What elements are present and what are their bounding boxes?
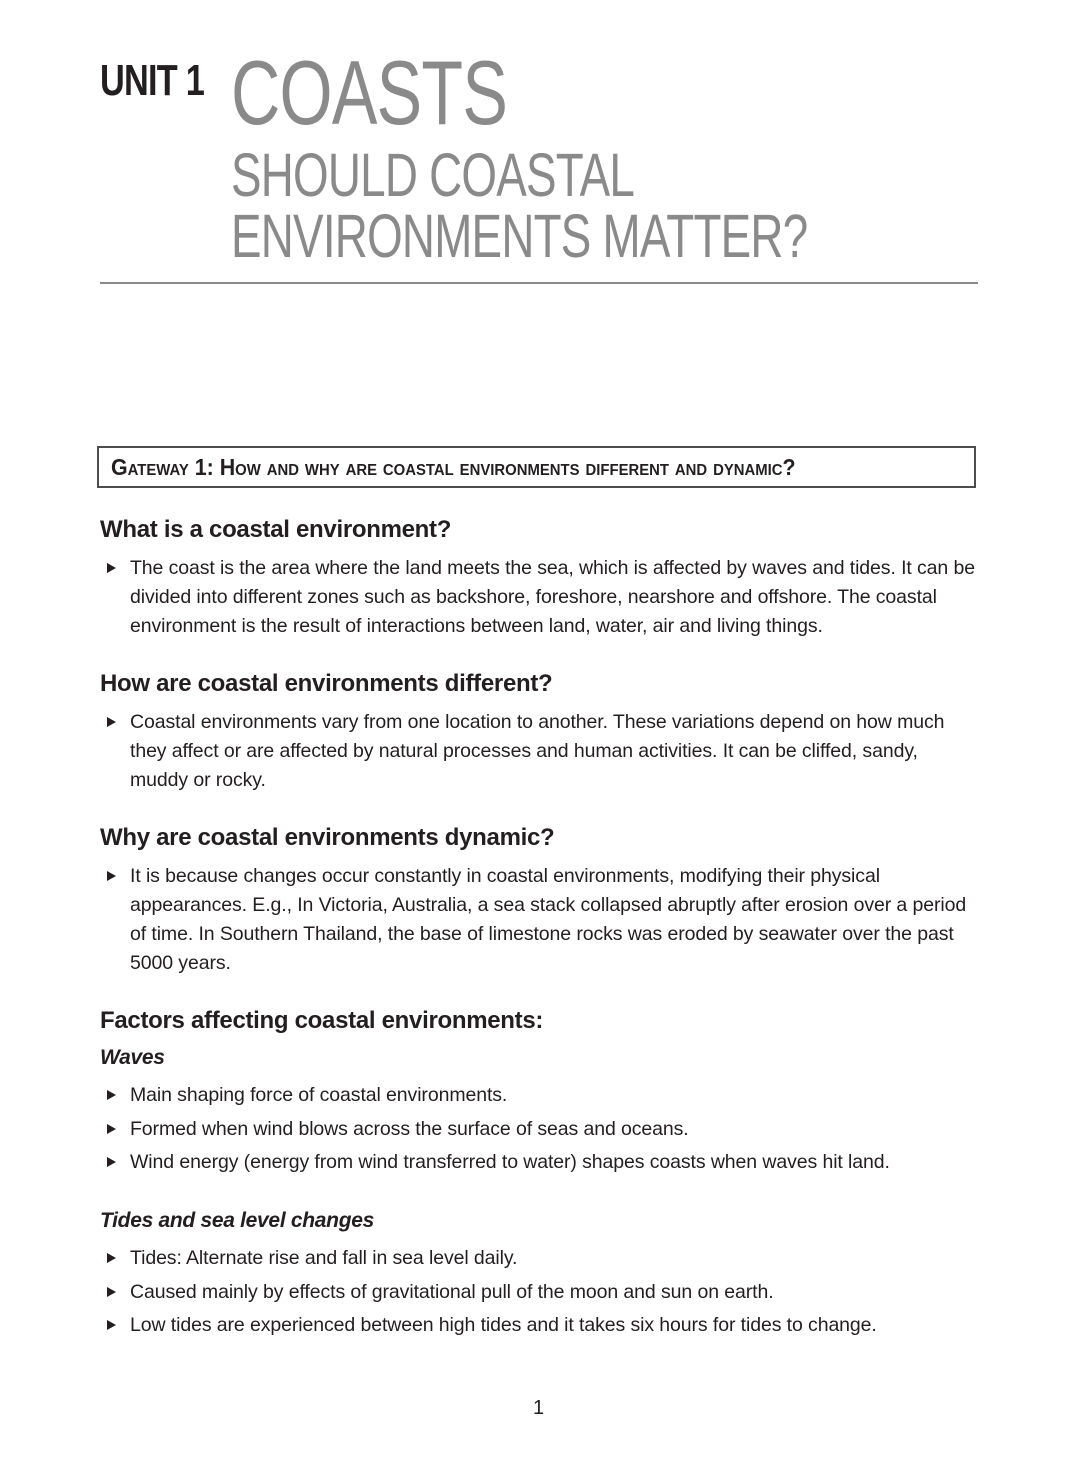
bullet-list [100,554,978,641]
bullet-list [100,708,978,795]
section-heading: Factors affecting coastal environments: [100,1007,544,1034]
page-subtitle-line2: ENVIRONMENTS MATTER? [231,202,808,271]
list-item [100,1311,978,1340]
bullet-text: Main shaping force of coastal environments. [130,1084,508,1106]
section-what-is-coastal-environment [100,515,978,641]
page-subtitle [231,140,808,271]
bullet-text: The coast is the area where the land meets the sea, which is affected by waves and tides. It can be divided into different zones such as backshore, foreshore, nearshore and offshore. The coastal environment is the result of interactions between land, water, air and living things. [130,557,975,637]
triangle-bullet-icon [107,1148,130,1167]
page-content [100,515,978,1368]
triangle-bullet-icon [107,708,130,727]
triangle-bullet-icon [107,1244,130,1263]
section-how-different [100,669,978,795]
subsection-heading: Waves [100,1046,165,1069]
subsection-tides [100,1208,978,1340]
list-item [100,1148,978,1177]
list-item [100,1115,978,1144]
triangle-bullet-icon [107,554,130,573]
bullet-text: Tides: Alternate rise and fall in sea level daily. [130,1247,518,1269]
page-number: 1 [532,1397,545,1419]
list-item [100,1244,978,1273]
triangle-bullet-icon [107,1115,130,1134]
unit-label: UNIT 1 [100,56,205,105]
title-divider-rule [100,282,978,284]
title-block [231,43,1000,271]
bullet-list [100,862,978,978]
bullet-text: Low tides are experienced between high tides and it takes six hours for tides to change. [130,1314,877,1336]
list-item [100,708,978,795]
subsection-heading: Tides and sea level changes [100,1209,374,1232]
triangle-bullet-icon [107,1081,130,1100]
bullet-text: Caused mainly by effects of gravitational pull of the moon and sun on earth. [130,1280,774,1303]
section-factors [100,1006,978,1340]
section-heading: Why are coastal environments dynamic? [100,824,555,851]
list-item [100,1278,978,1307]
bullet-text: It is because changes occur constantly in coastal environments, modifying their physical appearances. E.g., In Victoria, Australia, a sea stack collapsed abruptly after erosion over a period of time. In Southern Thailand, the base of limestone rocks was eroded by seawater over the past 5000 years. [130,865,967,974]
page-header [100,43,978,271]
page-title: COASTS [231,43,508,144]
triangle-bullet-icon [107,1311,130,1330]
page-footer [0,1396,1077,1420]
triangle-bullet-icon [107,1278,130,1297]
section-heading: What is a coastal environment? [100,516,452,543]
bullet-list [100,1081,978,1177]
gateway-banner [97,446,976,488]
section-heading: How are coastal environments different? [100,670,553,697]
bullet-list [100,1244,978,1340]
gateway-heading: Gateway 1: How and why are coastal environments different and dynamic? [111,453,796,480]
page-subtitle-line1: SHOULD COASTAL [231,140,635,209]
list-item [100,1081,978,1110]
triangle-bullet-icon [107,862,130,881]
subsection-waves [100,1045,978,1177]
list-item [100,554,978,641]
bullet-text: Formed when wind blows across the surface of seas and oceans. [130,1117,689,1140]
section-why-dynamic [100,823,978,978]
bullet-text: Coastal environments vary from one location to another. These variations depend on how much they affect or are affected by natural processes and human activities. It can be cliffed, sandy, muddy or rocky. [130,711,945,791]
list-item [100,862,978,978]
bullet-text: Wind energy (energy from wind transferred to water) shapes coasts when waves hit land. [130,1151,890,1173]
